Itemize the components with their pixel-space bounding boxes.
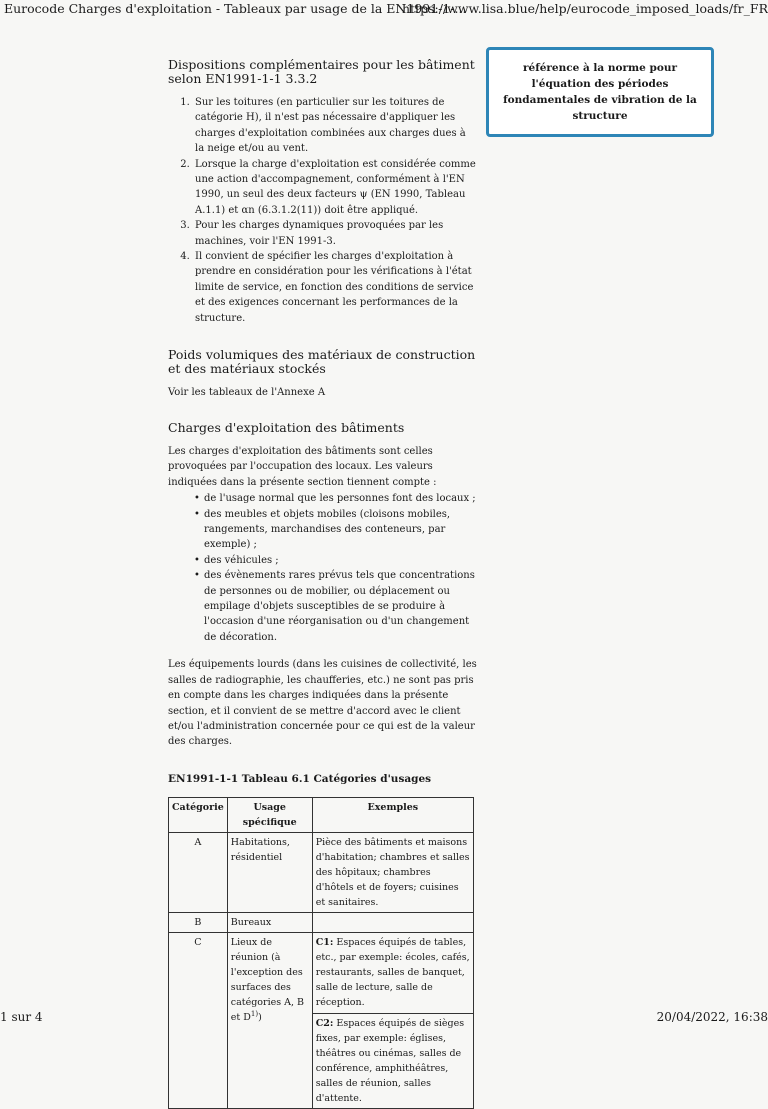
charges-intro: Les charges d'exploitation des bâtiments sont celles provoquées par l'occupation des locaux. Les valeurs indiquées dans la présente section tiennent compte : bbox=[168, 446, 437, 488]
table-cell: Pièce des bâtiments et maisons d'habitation; chambres et salles des hôpitaux; chambres d'hôtels et de foyers; cuisines et sanitaires. bbox=[312, 833, 473, 913]
table-cell bbox=[227, 933, 312, 1109]
sub-category-label: C1: bbox=[315, 937, 334, 949]
dispositions-list bbox=[193, 95, 478, 326]
sub-category-c1 bbox=[316, 935, 470, 1010]
table-header-cell: Exemples bbox=[312, 798, 473, 833]
list-item: • des véhicules ; bbox=[204, 553, 478, 568]
table-header-cell: Catégorie bbox=[169, 798, 228, 833]
list-item: 3. Pour les charges dynamiques provoquées par les machines, voir l'EN 1991-3. bbox=[193, 218, 478, 249]
table-cell: B bbox=[169, 913, 228, 933]
callout-text: référence à la norme pour l'équation des périodes fondamentales de vibration de la structure bbox=[503, 62, 697, 122]
list-item: • des meubles et objets mobiles (cloisons mobiles, rangements, marchandises des conteneurs, par exemple) ; bbox=[204, 507, 478, 553]
list-item: 4. Il convient de spécifier les charges d'exploitation à prendre en considération pour les vérifications à l'état limite de service, en fonction des conditions de service et des exigences concernant les performances de la structure. bbox=[193, 249, 478, 326]
table-cell: Habitations, résidentiel bbox=[227, 833, 312, 913]
section-title-dispositions: Dispositions complémentaires pour les bâtiment selon EN1991-1-1 3.3.2 bbox=[168, 57, 475, 86]
table-title: EN1991-1-1 Tableau 6.1 Catégories d'usages bbox=[168, 772, 432, 785]
table-row bbox=[169, 913, 474, 933]
footnote-ref: 1) bbox=[250, 1009, 259, 1018]
table-cell: A bbox=[169, 833, 228, 913]
list-item: • de l'usage normal que les personnes font des locaux ; bbox=[204, 491, 478, 506]
list-item: 1. Sur les toitures (en particulier sur les toitures de catégorie H), il n'est pas nécessaire d'appliquer les charges d'exploitation combinées aux charges dues à la neige et/ou au vent. bbox=[193, 95, 478, 157]
table-cell: Bureaux bbox=[227, 913, 312, 933]
section-title-charges: Charges d'exploitation des bâtiments bbox=[168, 419, 405, 435]
main-content bbox=[168, 58, 478, 1109]
table-cell: C bbox=[169, 933, 228, 1109]
table-header-row bbox=[169, 798, 474, 833]
list-item: • des évènements rares prévus tels que concentrations de personnes ou de mobilier, ou déplacement ou empilage d'objets susceptibles de se produire à l'occasion d'une réorganisation ou d'un changement de décoration. bbox=[204, 568, 478, 645]
table-row bbox=[169, 933, 474, 1109]
list-item: 2. Lorsque la charge d'exploitation est considérée comme une action d'accompagnement, conformément à l'EN 1990, un seul des deux facteurs ψ (EN 1990, Tableau A.1.1) et αn (6.3.1.2(11)) doit être appliqué. bbox=[193, 157, 478, 219]
page-header-url[interactable]: https://www.lisa.blue/help/eurocode_imposed_loads/fr_FR bbox=[402, 1, 768, 16]
sub-category-label: C2: bbox=[315, 1018, 334, 1030]
charges-closing: Les équipements lourds (dans les cuisines de collectivité, les salles de radiographie, les chaufferies, etc.) ne sont pas pris en compte dans les charges indiquées dans la présente section, et il convient de se mettre d'accord avec le client et/ou l'administration concernée pour ce qui est de la valeur des charges. bbox=[168, 659, 477, 748]
categories-table bbox=[168, 797, 474, 1109]
section-title-poids: Poids volumiques des matériaux de construction et des matériaux stockés bbox=[168, 347, 476, 376]
sub-category-c2 bbox=[313, 1013, 473, 1106]
annotation-callout bbox=[486, 47, 714, 137]
usage-text-end: ) bbox=[258, 1012, 262, 1024]
sub-category-text: Espaces équipés de sièges fixes, par exemple: églises, théâtres ou cinémas, salles de conférence, amphithéâtres, salles de réunion, salles d'attente. bbox=[315, 1018, 465, 1105]
table-header-cell: Usage spécifique bbox=[227, 798, 312, 833]
table-cell bbox=[312, 913, 473, 933]
sub-category-text: Espaces équipés de tables, etc., par exemple: écoles, cafés, restaurants, salles de banquet, salle de lecture, salle de réception. bbox=[315, 937, 470, 1009]
section-text-poids: Voir les tableaux de l'Annexe A bbox=[168, 387, 326, 399]
page-number: 1 sur 4 bbox=[0, 1010, 43, 1024]
charges-bullet-list bbox=[204, 491, 478, 645]
table-row bbox=[169, 833, 474, 913]
print-date: 20/04/2022, 16:38 bbox=[656, 1010, 768, 1024]
usage-text: Lieux de réunion (à l'exception des surfaces des catégories A, B et D bbox=[230, 937, 304, 1024]
table-cell bbox=[312, 933, 473, 1109]
page-header-title: Eurocode Charges d'exploitation - Tableaux par usage de la EN1991-1-... bbox=[4, 1, 467, 16]
